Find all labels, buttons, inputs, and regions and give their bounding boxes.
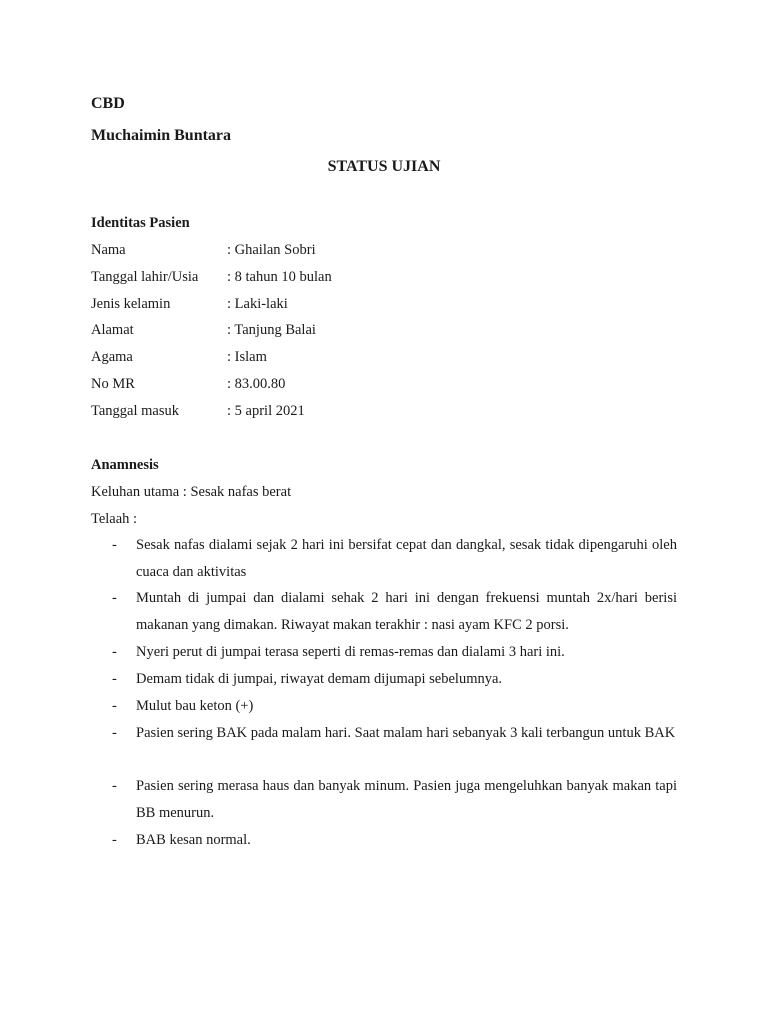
list-bullet: - bbox=[112, 644, 117, 660]
id-value-no-mr: : 83.00.80 bbox=[227, 376, 286, 392]
list-bullet: - bbox=[112, 537, 117, 553]
list-bullet: - bbox=[112, 832, 117, 848]
list-bullet: - bbox=[112, 725, 117, 741]
list-item: Mulut bau keton (+) bbox=[136, 698, 254, 714]
list-item: Nyeri perut di jumpai terasa seperti di remas-remas dan dialami 3 hari ini. bbox=[136, 644, 565, 660]
list-item: Pasien sering BAK pada malam hari. Saat malam hari sebanyak 3 kali terbangun untuk BAK bbox=[136, 725, 676, 741]
id-value-alamat: : Tanjung Balai bbox=[227, 322, 316, 338]
list-item: Pasien sering merasa haus dan banyak minum. Pasien juga mengeluhkan banyak makan tapi BB menurun. bbox=[136, 778, 677, 821]
id-value-tanggal-lahir: : 8 tahun 10 bulan bbox=[227, 269, 332, 285]
keluhan-utama: Keluhan utama : Sesak nafas berat bbox=[91, 484, 292, 500]
id-label-tanggal-lahir: Tanggal lahir/Usia bbox=[91, 269, 199, 285]
list-item: Sesak nafas dialami sejak 2 hari ini bersifat cepat dan dangkal, sesak tidak dipengaruhi oleh cuaca dan aktivitas bbox=[136, 537, 677, 580]
list-bullet: - bbox=[112, 778, 117, 794]
id-label-alamat: Alamat bbox=[91, 322, 134, 338]
author-name: Muchaimin Buntara bbox=[91, 127, 232, 144]
list-bullet: - bbox=[112, 671, 117, 687]
doc-label-cbd: CBD bbox=[91, 95, 125, 112]
list-bullet: - bbox=[112, 590, 117, 606]
id-label-nama: Nama bbox=[91, 242, 126, 258]
identitas-heading: Identitas Pasien bbox=[91, 215, 190, 231]
id-value-jenis-kelamin: : Laki-laki bbox=[227, 296, 288, 312]
id-value-nama: : Ghailan Sobri bbox=[227, 242, 316, 258]
list-item: Demam tidak di jumpai, riwayat demam dijumapi sebelumnya. bbox=[136, 671, 503, 687]
id-label-jenis-kelamin: Jenis kelamin bbox=[91, 296, 171, 312]
anamnesis-heading: Anamnesis bbox=[91, 457, 159, 473]
id-label-agama: Agama bbox=[91, 349, 133, 365]
page-title: STATUS UJIAN bbox=[327, 158, 441, 175]
id-value-agama: : Islam bbox=[227, 349, 267, 365]
id-label-tanggal-masuk: Tanggal masuk bbox=[91, 403, 179, 419]
list-item: Muntah di jumpai dan dialami sehak 2 hari ini dengan frekuensi muntah 2x/hari berisi makanan yang dimakan. Riwayat makan terakhir : nasi ayam KFC 2 porsi. bbox=[136, 590, 677, 633]
id-label-no-mr: No MR bbox=[91, 376, 135, 392]
telaah-label: Telaah : bbox=[91, 511, 138, 527]
id-value-tanggal-masuk: : 5 april 2021 bbox=[227, 403, 305, 419]
list-bullet: - bbox=[112, 698, 117, 714]
list-item: BAB kesan normal. bbox=[136, 832, 251, 848]
